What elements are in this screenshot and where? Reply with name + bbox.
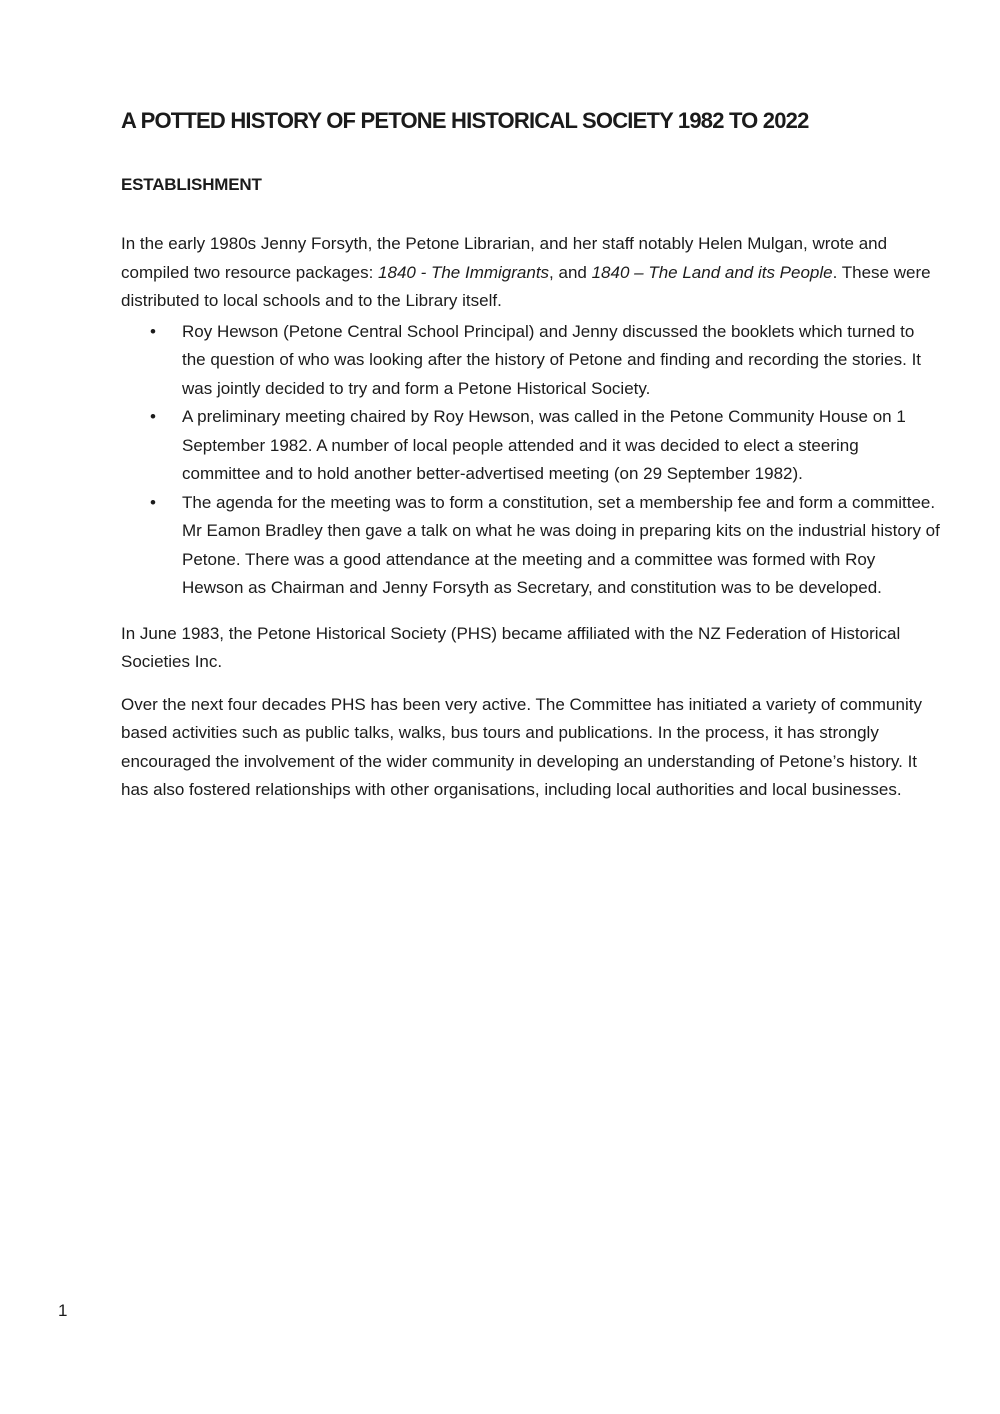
list-item-text: Roy Hewson (Petone Central School Principal) and Jenny discussed the booklets which turned to the question of who was looking after the history of Petone and finding and recording the stories. It was jointly decided to try and form a Petone Historical Society. — [182, 321, 922, 398]
intro-segment-2: , and — [549, 262, 592, 282]
activity-paragraph: Over the next four decades PHS has been very active. The Committee has initiated a variety of community based activities such as public talks, walks, bus tours and publications. In the process, it has strongly encouraged the involvement of the wider community in developing an understanding of Petone’s history. It has also fostered relationships with other organisations, including local authorities and local businesses. — [121, 694, 922, 799]
list-item-text: A preliminary meeting chaired by Roy Hewson, was called in the Petone Community House on 1 September 1982. A number of local people attended and it was decided to elect a steering committee and to hold another better-advertised meeting (on 29 September 1982). — [182, 407, 906, 483]
bullet-icon: • — [150, 321, 156, 341]
list-item — [150, 318, 941, 404]
document-content — [121, 104, 941, 819]
bullet-icon: • — [150, 407, 156, 426]
intro-segment-3: . These were distributed to local schools and to the Library itself. — [121, 262, 931, 310]
booklet-title-land-and-people: 1840 – The Land and its People — [591, 262, 833, 282]
bullet-list — [121, 318, 941, 603]
list-item — [150, 403, 941, 489]
section-heading-establishment: ESTABLISHMENT — [121, 175, 262, 194]
document-title: A POTTED HISTORY OF PETONE HISTORICAL SOCIETY 1982 TO 2022 — [121, 108, 809, 133]
affiliation-paragraph: In June 1983, the Petone Historical Society (PHS) became affiliated with the NZ Federation of Historical Societies Inc. — [121, 623, 901, 671]
list-item-text: The agenda for the meeting was to form a constitution, set a membership fee and form a committee. Mr Eamon Bradley then gave a talk on what he was doing in preparing kits on the industrial history of Petone. There was a good attendance at the meeting and a committee was formed with Roy Hewson as Chairman and Jenny Forsyth as Secretary, and constitution was to be developed. — [182, 492, 940, 597]
page-number: 1 — [58, 1301, 68, 1320]
list-item — [150, 489, 941, 603]
intro-paragraph — [121, 230, 941, 316]
bullet-icon: • — [150, 492, 156, 512]
booklet-title-immigrants: 1840 - The Immigrants — [378, 262, 550, 282]
intro-segment-1: In the early 1980s Jenny Forsyth, the Petone Librarian, and her staff notably Helen Mulgan, wrote and compiled two resource packages: — [121, 234, 888, 282]
